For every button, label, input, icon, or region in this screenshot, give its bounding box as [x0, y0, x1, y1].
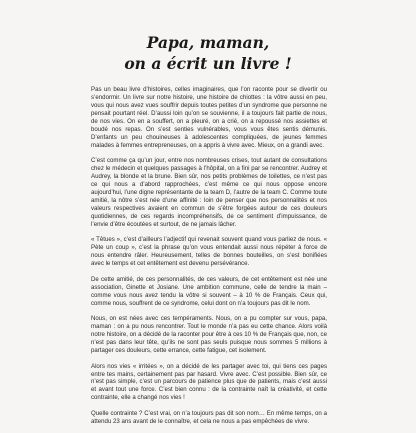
paragraph: Nous, on est nées avec ces tempéraments. Nous, on a pu compter sur vous, papa, maman : on a pu nous rencontrer. Tout le monde n’a pas eu cette chance. Alors voilà notre histoire, on a décidé de la raconter pour être à ces 10 % de Français que, non, ce n’est pas dans leur tête, qu’ils ne sont pas seuls puisque nous sommes 5 millions à partager ces douleurs, cette errance, cette fatigue, cet isolement. — [91, 315, 327, 355]
paragraph: « Têtues », c’est d’ailleurs l’adjectif qui revenait souvent quand vous parliez de nous. « Pète un coup », c’est la phrase qu’on vous entendait aussi nous répéter à force de nous entendre râler. Heureusement, telles de bonnes bouteilles, on s’est bonifiées avec le temps et cet entêtement est devenu persévérance. — [91, 236, 327, 268]
paragraph: C’est comme ça qu’un jour, entre nos nombreuses crises, tout autant de consultations chez le médecin et quelques passages à l’hôpital, on a fini par se rencontrer. Audrey et Audrey, la blonde et la brune. Bien sûr, nos petits problèmes de toilettes, ce n’est pas ce qui nous a d’abord rapprochées, c’est même ce qui nous oppose encore aujourd’hui, l’une digne représentante de la team D, l’autre de la team C. Comme toute amitié, la nôtre s’est née d’une affinité : loin de penser que nos personnalités et nos valeurs respectives avaient en commun de s’être forgées autour de ces douleurs quotidiennes, de ces regards incompréhensifs, de ce sentiment d’impuissance, de l’envie d’être écoutées et surtout, de ne jamais lâcher. — [91, 157, 327, 228]
paragraph: Pas un beau livre d’histoires, celles imaginaires, que l’on raconte pour se divertir ou s’endormir. Un livre sur notre histoire, une histoire de chiottes : la vôtre aussi en peu, vous qui nous avez vues souffrir depuis toutes petites d’un syndrome que personne ne pensait pourtant réel. D’aussi loin qu’on se souvienne, il a toujours fait partie de nous, de nos vies. On en a souffert, on a pleuré, on a crié, on a repoussé nos assiettes et boudé nos repas. On s’est senties vulnérables, vous vous êtes sentis démunis. D’enfants un peu chouineuses à adolescentes compliquées, de jeunes femmes malades à femmes entrepreneuses, on a appris à vivre avec. Mieux, on a grandi avec. — [91, 86, 327, 149]
paragraph: De cette amitié, de ces personnalités, de ces valeurs, de cet entêtement est née une association, Ginette et Josiane. Une ambition commune, celle de tendre la main – comme vous nous avez tendu la vôtre si souvent – à 10 % de Français. Ceux qui, comme nous, souffrent de ce syndrome, celui dont on n’a toujours pas dit le nom. — [91, 275, 327, 307]
paragraph: Alors nos vies « irritées », on a décidé de les partager avec toi, qui tiens ces pages entre tes mains, certainement pas par hasard. Vivre avec. C’est possible. Bien sûr, ce n’est pas simple, c’est un parcours de patience plus que de patients, mais c’est aussi et avant tout une force. C’est bien connu : de la contrainte naît la créativité, et cette contrainte, elle a changé nos vies ! — [91, 362, 327, 402]
title-line-2: on a écrit un livre ! — [124, 54, 292, 73]
page-title — [0, 32, 416, 74]
body-text — [91, 86, 327, 433]
title-line-1: Papa, maman, — [146, 33, 270, 52]
paragraph: Quelle contrainte ? C’est vrai, on n’a toujours pas dit son nom… En même temps, on a attendu 23 ans avant de le connaître, et cela ne nous a pas empêchées de vivre. — [91, 409, 327, 425]
